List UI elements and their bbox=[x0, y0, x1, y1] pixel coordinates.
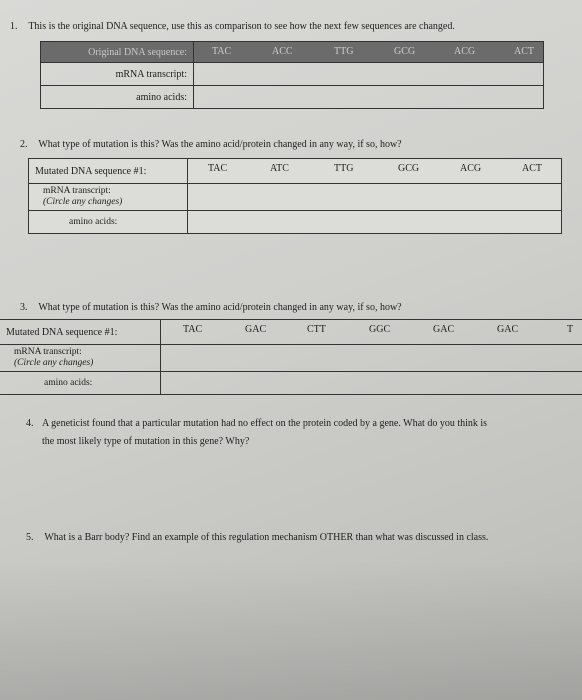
table-1-amino-label: amino acids: bbox=[41, 86, 194, 109]
table-1-amino-answer[interactable] bbox=[194, 86, 544, 109]
table-3-sequence-row bbox=[0, 320, 582, 345]
table-2-sequence-label: Mutated DNA sequence #1: bbox=[29, 159, 188, 184]
table-1-mrna-label: mRNA transcript: bbox=[41, 63, 194, 86]
table-2-mrna-label: mRNA transcript: bbox=[43, 186, 111, 196]
table-3-amino-answer[interactable] bbox=[161, 372, 582, 395]
table-3-sequence-label: Mutated DNA sequence #1: bbox=[0, 320, 161, 345]
question-2-text: What type of mutation is this? Was the amino acid/protein changed in any way, if so, how? bbox=[38, 139, 402, 150]
question-1-number: 1. bbox=[10, 21, 18, 32]
codon: GCG bbox=[398, 163, 420, 174]
table-3-mrna-label: mRNA transcript: bbox=[14, 347, 82, 357]
question-1-text: This is the original DNA sequence, use this as comparison to see how the next few sequences are changed. bbox=[28, 21, 455, 32]
question-5 bbox=[26, 531, 582, 544]
table-3-codons bbox=[161, 320, 582, 345]
codon: ATC bbox=[270, 163, 289, 174]
table-1-codons bbox=[194, 42, 544, 63]
question-4 bbox=[26, 417, 582, 448]
photo-shadow bbox=[0, 560, 582, 700]
question-2 bbox=[20, 138, 570, 151]
table-3-amino-label: amino acids: bbox=[0, 372, 161, 395]
table-2-mrna-answer[interactable] bbox=[188, 184, 562, 211]
table-2-codons bbox=[188, 159, 562, 184]
table-1 bbox=[40, 41, 544, 109]
table-2 bbox=[28, 158, 562, 234]
codon: GGC bbox=[369, 324, 391, 335]
table-1-amino-row bbox=[41, 86, 544, 109]
codon: T bbox=[567, 324, 574, 335]
table-3 bbox=[0, 319, 582, 395]
table-2-amino-label: amino acids: bbox=[29, 211, 188, 234]
codon: GAC bbox=[245, 324, 267, 335]
table-2-amino-row bbox=[29, 211, 562, 234]
question-2-number: 2. bbox=[20, 139, 28, 150]
question-4-number: 4. bbox=[26, 418, 34, 429]
codon: ACT bbox=[514, 46, 534, 57]
codon: TAC bbox=[183, 324, 203, 335]
table-1-mrna-answer[interactable] bbox=[194, 63, 544, 86]
question-5-number: 5. bbox=[26, 532, 34, 543]
codon: GAC bbox=[433, 324, 455, 335]
table-1-sequence-row bbox=[41, 42, 544, 63]
codon: TAC bbox=[208, 163, 228, 174]
table-3-mrna-cell bbox=[0, 345, 161, 372]
question-5-text: What is a Barr body? Find an example of this regulation mechanism OTHER than what was discussed in class. bbox=[44, 532, 489, 543]
codon: ACT bbox=[522, 163, 542, 174]
codon: ACC bbox=[272, 46, 293, 57]
table-2-mrna-note: (Circle any changes) bbox=[43, 197, 123, 207]
codon: GAC bbox=[497, 324, 519, 335]
codon: CTT bbox=[307, 324, 326, 335]
table-3-mrna-row bbox=[0, 345, 582, 372]
codon: GCG bbox=[394, 46, 416, 57]
table-2-mrna-row bbox=[29, 184, 562, 211]
table-2-sequence-row bbox=[29, 159, 562, 184]
codon: TTG bbox=[334, 46, 354, 57]
table-3-amino-row bbox=[0, 372, 582, 395]
table-3-mrna-note: (Circle any changes) bbox=[14, 358, 94, 368]
codon: ACG bbox=[454, 46, 476, 57]
table-3-mrna-answer[interactable] bbox=[161, 345, 582, 372]
question-4-text-1: A geneticist found that a particular mutation had no effect on the protein coded by a gene. What do you think is bbox=[42, 418, 488, 429]
codon: TAC bbox=[212, 46, 232, 57]
question-4-line-1 bbox=[26, 417, 582, 430]
table-1-sequence-label: Original DNA sequence: bbox=[41, 42, 194, 63]
codon: ACG bbox=[460, 163, 482, 174]
table-1-mrna-row bbox=[41, 63, 544, 86]
codon: TTG bbox=[334, 163, 354, 174]
question-1 bbox=[10, 20, 580, 33]
question-4-line-2: the most likely type of mutation in this gene? Why? bbox=[42, 436, 250, 447]
table-2-mrna-cell bbox=[29, 184, 188, 211]
question-3-number: 3. bbox=[20, 302, 28, 313]
question-3-text: What type of mutation is this? Was the amino acid/protein changed in any way, if so, how? bbox=[38, 302, 402, 313]
question-3 bbox=[20, 301, 570, 314]
table-2-amino-answer[interactable] bbox=[188, 211, 562, 234]
